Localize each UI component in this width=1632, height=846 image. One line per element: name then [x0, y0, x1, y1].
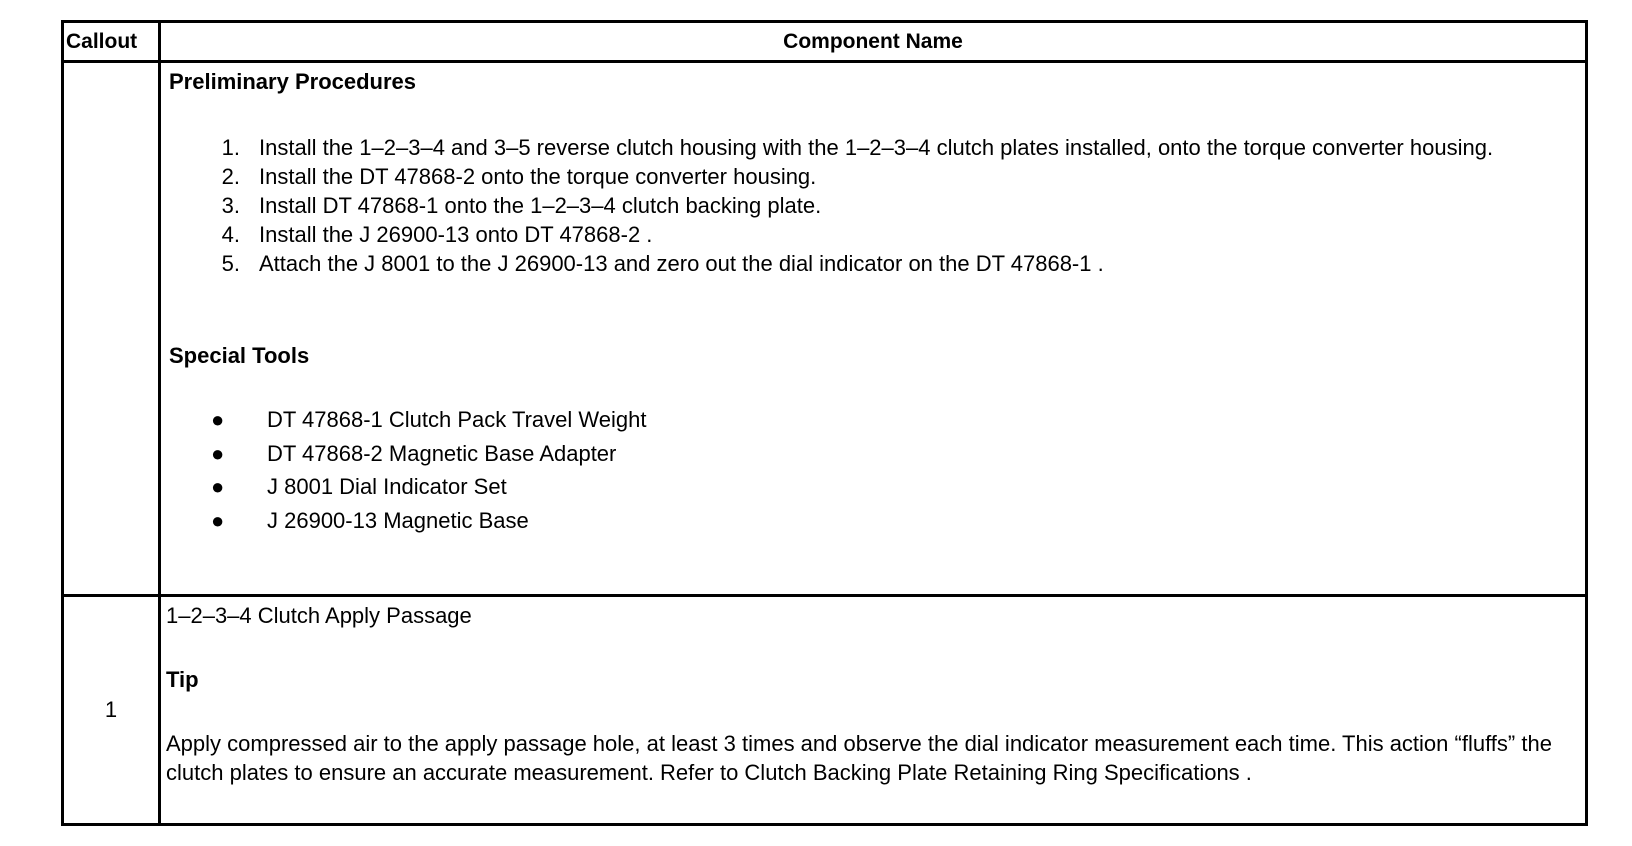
bullet-icon: ● — [211, 440, 225, 466]
tool-text: J 26900-13 Magnetic Base — [267, 507, 529, 533]
row-callout-number: 1 — [63, 596, 160, 825]
component-table — [61, 20, 1588, 826]
tool-item — [211, 403, 1565, 437]
callout-header: Callout — [63, 22, 160, 62]
preliminary-cell — [160, 62, 1587, 596]
step-text: Install the J 26900-13 onto DT 47868-2 . — [259, 222, 653, 247]
bullet-icon: ● — [211, 407, 225, 432]
table-row — [63, 596, 1587, 825]
preliminary-callout-cell — [63, 62, 160, 596]
tool-text: DT 47868-2 Magnetic Base Adapter — [267, 440, 617, 466]
component-name-header: Component Name — [160, 22, 1587, 62]
tool-item — [211, 470, 1565, 504]
step-text: Install the 1–2–3–4 and 3–5 reverse clutch housing with the 1–2–3–4 clutch plates installed, onto the torque converter housing. — [259, 135, 1494, 160]
step-number: 4. — [221, 222, 240, 247]
table-header-row — [63, 22, 1587, 62]
component-name: 1–2–3–4 Clutch Apply Passage — [166, 603, 472, 628]
step-item — [221, 220, 1565, 249]
bullet-icon: ● — [211, 474, 225, 499]
special-tools-heading: Special Tools — [169, 343, 310, 368]
row-component-cell — [160, 596, 1587, 825]
step-text: Attach the J 8001 to the J 26900-13 and zero out the dial indicator on the DT 47868-1 . — [259, 251, 1104, 276]
tool-item — [211, 504, 1565, 538]
tool-text: J 8001 Dial Indicator Set — [267, 474, 507, 499]
preliminary-row — [63, 62, 1587, 596]
tip-text: Apply compressed air to the apply passage hole, at least 3 times and observe the dial indicator measurement each time. This action “fluffs” the clutch plates to ensure an accurate measurement. Refer to Clutch Backing Plate Retaining Ring Specifications . — [166, 731, 1552, 785]
step-number: 1. — [221, 135, 240, 160]
preliminary-steps-list — [221, 133, 1565, 278]
step-number: 2. — [221, 164, 240, 189]
step-item — [221, 133, 1565, 162]
step-item — [221, 191, 1565, 220]
tool-text: DT 47868-1 Clutch Pack Travel Weight — [267, 407, 647, 432]
step-item — [221, 162, 1565, 191]
bullet-icon: ● — [211, 507, 225, 533]
tip-heading: Tip — [166, 667, 199, 692]
special-tools-block — [211, 403, 1565, 537]
tool-item — [211, 437, 1565, 471]
preliminary-steps-block — [221, 133, 1565, 278]
step-number: 3. — [221, 193, 240, 218]
step-number: 5. — [221, 251, 240, 276]
step-text: Install DT 47868-1 onto the 1–2–3–4 clutch backing plate. — [259, 193, 822, 218]
preliminary-heading: Preliminary Procedures — [169, 69, 417, 94]
step-item — [221, 249, 1565, 278]
special-tools-list — [211, 403, 1565, 537]
step-text: Install the DT 47868-2 onto the torque converter housing. — [259, 164, 817, 189]
